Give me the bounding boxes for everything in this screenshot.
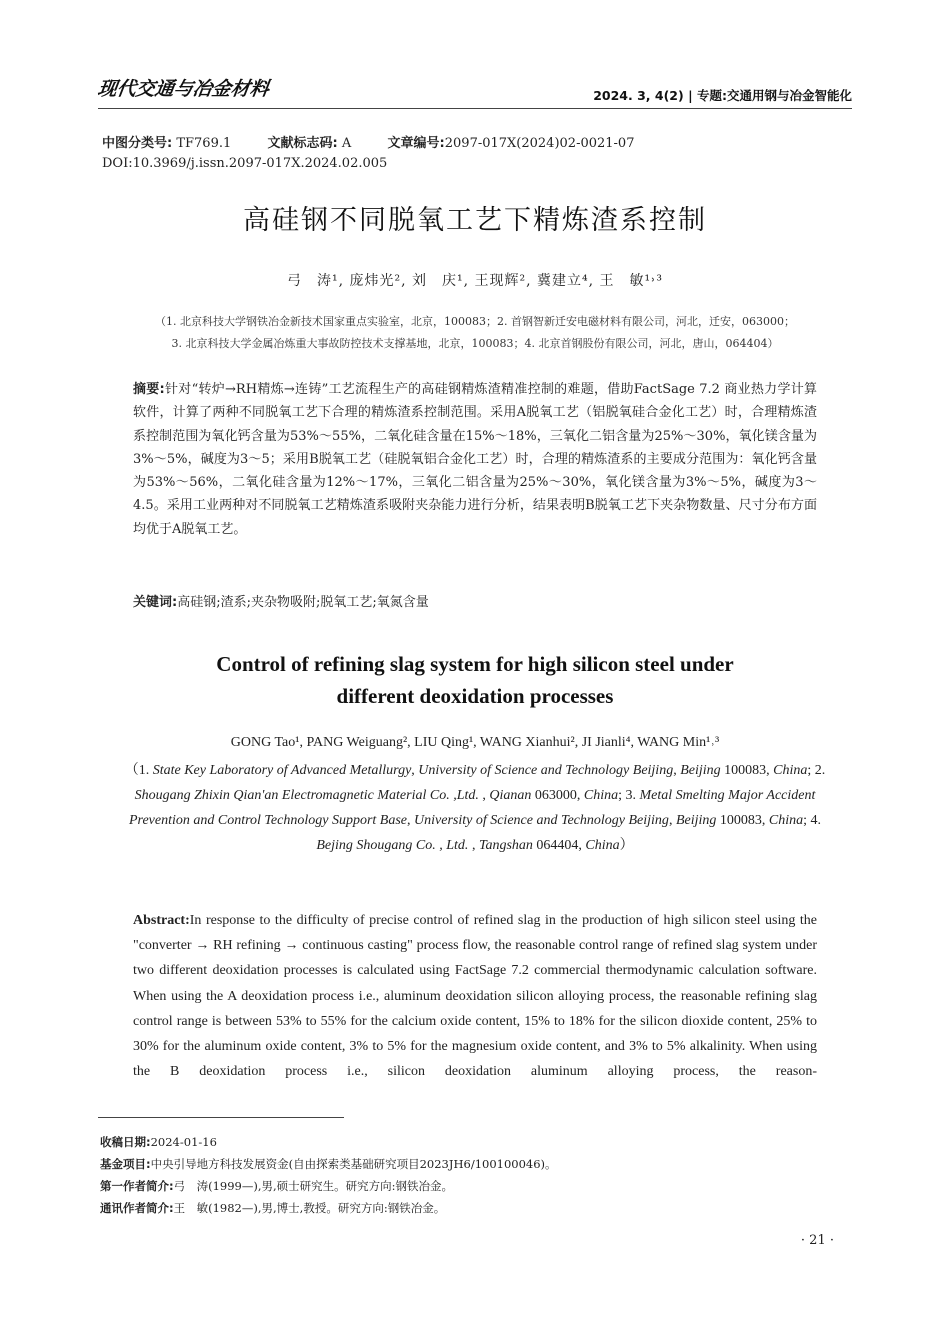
authors-cn: 弓 涛¹, 庞炜光², 刘 庆¹, 王现辉², 冀建立⁴, 王 敏¹˒³	[286, 273, 664, 289]
abstract-cn	[133, 378, 817, 541]
first-author-info	[100, 1178, 453, 1194]
corresponding-author-info	[100, 1200, 445, 1216]
first-author-value: 弓 涛(1999—),男,硕士研究生。研究方向:钢铁冶金。	[173, 1179, 454, 1193]
fund-value: 中央引导地方科技发展资金(自由探索类基础研究项目2023JH6/100100046)。	[150, 1157, 557, 1171]
first-author-label: 第一作者简介:	[100, 1179, 174, 1193]
doc-code-value: A	[337, 136, 352, 151]
header-rule	[98, 108, 852, 109]
abstract-en	[133, 908, 817, 1084]
issue-number: 2024. 3, 4(2)	[593, 88, 684, 103]
received-label: 收稿日期:	[100, 1135, 151, 1149]
corr-author-value: 王 敏(1982—),男,博士,教授。研究方向:钢铁冶金。	[173, 1201, 446, 1215]
received-value: 2024-01-16	[150, 1135, 217, 1149]
journal-logo: 现代交通与冶金材料	[96, 78, 271, 100]
received-date	[100, 1134, 217, 1150]
title-en-line-1: Control of refining slag system for high silicon steel under	[216, 652, 734, 676]
abstract-cn-label: 摘要:	[133, 382, 165, 397]
doi[interactable]: DOI:10.3969/j.issn.2097-017X.2024.02.005	[102, 156, 388, 171]
affiliation-cn-line-2: 3. 北京科技大学金属冶炼重大事故防控技术支撑基地，北京，100083；4. 北京首钢股份有限公司，河北，唐山，064404）	[171, 337, 779, 350]
affiliation-cn-line-1: （1. 北京科技大学钢铁冶金新技术国家重点实验室，北京，100083；2. 首钢智新迁安电磁材料有限公司，河北，迁安，063000；	[155, 315, 795, 328]
keywords-cn	[133, 591, 817, 614]
article-no-label: 文章编号:	[387, 136, 445, 151]
authors-en: GONG Tao¹, PANG Weiguang², LIU Qing¹, WANG Xianhui², JI Jianli⁴, WANG Min¹˒³	[230, 735, 720, 750]
abstract-en-text: In response to the difficulty of precise control of refined slag in the production of high silicon steel using the "converter → RH refining → continuous casting" process flow, the reasonable control range of refined slag system under two different deoxidation processes is calculated using FactSage 7.2 commercial thermodynamic calculation software. When using the A deoxidation process i.e., aluminum deoxidation silicon alloying process, the reasonable refining slag control range is between 53% to 55% for the calcium oxide content, 15% to 18% for the silicon dioxide content, 25% to 30% for the aluminum oxide content, 3% to 5% for the magnesium oxide content, and 3% to 5% alkalinity. When using the B deoxidation process i.e., silicon deoxidation aluminum alloying process, the reason-	[133, 913, 817, 1080]
fund-info	[100, 1156, 557, 1172]
title-cn: 高硅钢不同脱氧工艺下精炼渣系控制	[243, 205, 707, 236]
abstract-cn-text: 针对“转炉→RH精炼→连铸”工艺流程生产的高硅钢精炼渣精准控制的难题，借助FactSage 7.2 商业热力学计算软件，计算了两种不同脱氧工艺下合理的精炼渣系控制范围。采用A脱氧工艺（铝脱氧硅合金化工艺）时，合理精炼渣系控制范围为氧化钙含量为53%～55%，二氧化硅含量在15%～18%，三氧化二铝含量为25%～30%，氧化镁含量为3%～5%，碱度为3～5；采用B脱氧工艺（硅脱氧铝合金化工艺）时，合理的精炼渣系的主要成分范围为：氧化钙含量为53%～56%，二氧化硅含量为12%～17%，三氧化二铝含量为25%～30%，氧化镁含量为3%～5%，碱度为3～4.5。采用工业两种对不同脱氧工艺精炼渣系吸附夹杂能力进行分析，结果表明B脱氧工艺下夹杂物数量、尺寸分布方面均优于A脱氧工艺。	[133, 382, 817, 537]
header-separator: |	[683, 88, 697, 103]
footnote-rule	[98, 1117, 344, 1118]
page-number: · 21 ·	[800, 1233, 834, 1248]
keywords-cn-label: 关键词:	[133, 595, 178, 610]
fund-label: 基金项目:	[100, 1157, 151, 1171]
topic-label: 专题:交通用钢与冶金智能化	[697, 88, 852, 103]
title-en	[0, 648, 950, 712]
doc-code-label: 文献标志码:	[267, 136, 338, 151]
keywords-cn-text: 高硅钢;渣系;夹杂物吸附;脱氧工艺;氧氮含量	[177, 595, 429, 610]
corr-author-label: 通讯作者简介:	[100, 1201, 174, 1215]
article-no-value: 2097-017X(2024)02-0021-07	[444, 136, 635, 151]
title-en-line-2: different deoxidation processes	[336, 684, 614, 708]
classification-line	[102, 132, 634, 151]
abstract-en-label: Abstract:	[133, 913, 190, 928]
affiliations-en: （1. State Key Laboratory of Advanced Metallurgy, University of Science and Technology Beijing, Beijing 100083, China; 2. Shougang Zhixin Qian'an Electromagnetic Material Co. ,Ltd. , Qianan 063000, China; 3. Metal Smelting Major Accident Prevention and Control Technology Support Base, University of Science and Technology Beijing, Beijing 100083, China; 4. Bejing Shougang Co. , Ltd. , Tangshan 064404, China）	[124, 763, 826, 853]
clc-label: 中图分类号:	[102, 136, 173, 151]
clc-value: TF769.1	[172, 136, 232, 151]
running-header	[593, 86, 852, 104]
